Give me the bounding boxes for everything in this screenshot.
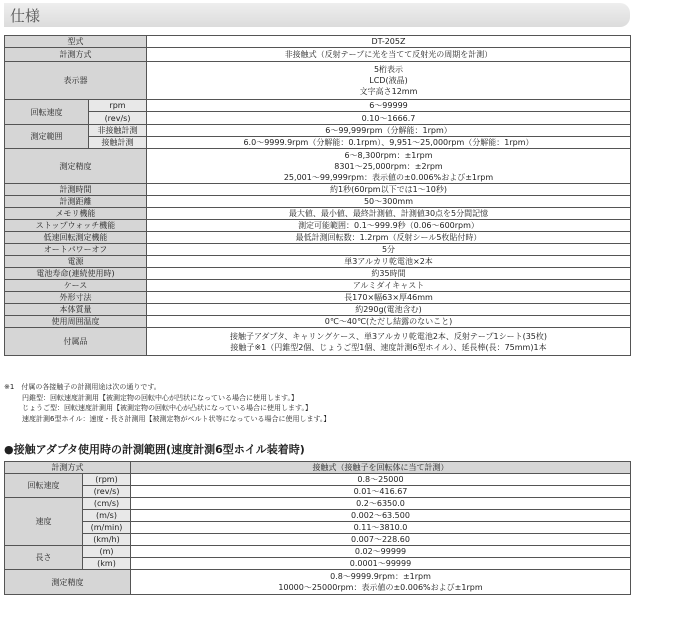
- distance-value: 50～300mm: [147, 196, 631, 208]
- time-value: 約1秒(60rpm以下では1～10秒): [147, 184, 631, 196]
- lowspeed-label: 低速回転測定機能: [5, 232, 147, 244]
- range-label: 測定範囲: [5, 125, 89, 149]
- adapter-mmin-value: 0.11～3810.0: [131, 522, 631, 534]
- adapter-kmh-value: 0.007～228.60: [131, 534, 631, 546]
- display-label: 表示器: [5, 62, 147, 100]
- weight-label: 本体質量: [5, 304, 147, 316]
- battery-value: 約35時間: [147, 268, 631, 280]
- accessories-value: 接触子アダプタ、キャリングケース、単3アルカリ乾電池2本、反射テープ1シート(35枚) 接触子※1（円錐型2個、じょうご型1個、速度計測6型ホイル）、延長棒(長：75mm)1本: [147, 328, 631, 356]
- memory-label: メモリ機能: [5, 208, 147, 220]
- temp-label: 使用周囲温度: [5, 316, 147, 328]
- adapter-rot-label: 回転速度: [5, 474, 83, 498]
- adapter-rpm-unit: (rpm): [83, 474, 131, 486]
- adapter-len-label: 長さ: [5, 546, 83, 570]
- display-value: 5桁表示 LCD(液晶) 文字高さ12mm: [147, 62, 631, 100]
- stopwatch-label: ストップウォッチ機能: [5, 220, 147, 232]
- method-value: 非接触式（反射テープに光を当てて反射光の周期を計測）: [147, 48, 631, 62]
- spec-table: [4, 35, 631, 356]
- noncontact-label: 非接触計測: [89, 125, 147, 137]
- temp-value: 0℃～40℃(ただし結露のないこと): [147, 316, 631, 328]
- contact-value: 6.0～9999.9rpm（分解能：0.1rpm）、9,951～25,000rpm（分解能：1rpm）: [147, 137, 631, 149]
- rpm-value: 6～99999: [147, 100, 631, 112]
- accessories-label: 付属品: [5, 328, 147, 356]
- adapter-km-unit: (km): [83, 558, 131, 570]
- rpm-unit: rpm: [89, 100, 147, 112]
- revs-unit: (rev/s): [89, 112, 147, 125]
- adapter-accuracy-value: 0.8～9999.9rpm：±1rpm 10000～25000rpm：表示値の±0.006%および±1rpm: [131, 570, 631, 595]
- page-title: 仕様: [10, 7, 41, 25]
- adapter-table: [4, 461, 631, 595]
- note-line: ※1 付属の各接触子の計測用途は次の通りです。: [4, 383, 161, 391]
- adapter-method-value: 接触式（接触子を回転体に当て計測）: [131, 462, 631, 474]
- section-title: ●接触アダプタ使用時の計測範囲(速度計測6型ホイル装着時): [4, 443, 305, 456]
- dims-value: 長170×幅63×厚46mm: [147, 292, 631, 304]
- adapter-km-value: 0.0001～99999: [131, 558, 631, 570]
- noncontact-value: 6～99,999rpm（分解能：1rpm）: [147, 125, 631, 137]
- stopwatch-value: 測定可能範囲：0.1～999.9秒（0.06～600rpm）: [147, 220, 631, 232]
- note-line: 速度計測6型ホイル：速度・長さ計測用【被測定物がベルト状等になっている場合に使用します。】: [22, 414, 331, 423]
- contact-label: 接触計測: [89, 137, 147, 149]
- adapter-ms-unit: (m/s): [83, 510, 131, 522]
- adapter-cms-value: 0.2～6350.0: [131, 498, 631, 510]
- autooff-value: 5分: [147, 244, 631, 256]
- adapter-m-value: 0.02～99999: [131, 546, 631, 558]
- model-value: DT-205Z: [147, 36, 631, 48]
- adapter-speed-label: 速度: [5, 498, 83, 546]
- model-label: 型式: [5, 36, 147, 48]
- distance-label: 計測距離: [5, 196, 147, 208]
- adapter-accuracy-label: 測定精度: [5, 570, 131, 595]
- adapter-revs-value: 0.01～416.67: [131, 486, 631, 498]
- note-line: 円錐型：回転速度計測用【被測定物の回転中心が凹状になっている場合に使用します。】: [22, 393, 298, 402]
- adapter-m-unit: (m): [83, 546, 131, 558]
- battery-label: 電池寿命(連続使用時): [5, 268, 147, 280]
- adapter-cms-unit: (cm/s): [83, 498, 131, 510]
- case-value: アルミダイキャスト: [147, 280, 631, 292]
- autooff-label: オートパワーオフ: [5, 244, 147, 256]
- adapter-revs-unit: (rev/s): [83, 486, 131, 498]
- adapter-mmin-unit: (m/min): [83, 522, 131, 534]
- power-label: 電源: [5, 256, 147, 268]
- method-label: 計測方式: [5, 48, 147, 62]
- adapter-method-label: 計測方式: [5, 462, 131, 474]
- title-bar: [4, 3, 630, 27]
- accuracy-value: 6～8,300rpm：±1rpm 8301～25,000rpm：±2rpm 25,001～99,999rpm：表示値の±0.006%および±1rpm: [147, 149, 631, 184]
- power-value: 単3アルカリ乾電池×2本: [147, 256, 631, 268]
- adapter-rpm-value: 0.8～25000: [131, 474, 631, 486]
- dims-label: 外形寸法: [5, 292, 147, 304]
- lowspeed-value: 最低計測回転数：1.2rpm（反射シール5枚貼付時）: [147, 232, 631, 244]
- revs-value: 0.10～1666.7: [147, 112, 631, 125]
- case-label: ケース: [5, 280, 147, 292]
- weight-value: 約290g(電池含む): [147, 304, 631, 316]
- accuracy-label: 測定精度: [5, 149, 147, 184]
- adapter-kmh-unit: (km/h): [83, 534, 131, 546]
- adapter-ms-value: 0.002～63.500: [131, 510, 631, 522]
- time-label: 計測時間: [5, 184, 147, 196]
- note-line: じょうご型：回転速度計測用【被測定物の回転中心が凸状になっている場合に使用します。】: [22, 404, 312, 412]
- rot-label: 回転速度: [5, 100, 89, 125]
- notes: [4, 382, 330, 424]
- memory-value: 最大値、最小値、最終計測値、計測値30点を5分間記憶: [147, 208, 631, 220]
